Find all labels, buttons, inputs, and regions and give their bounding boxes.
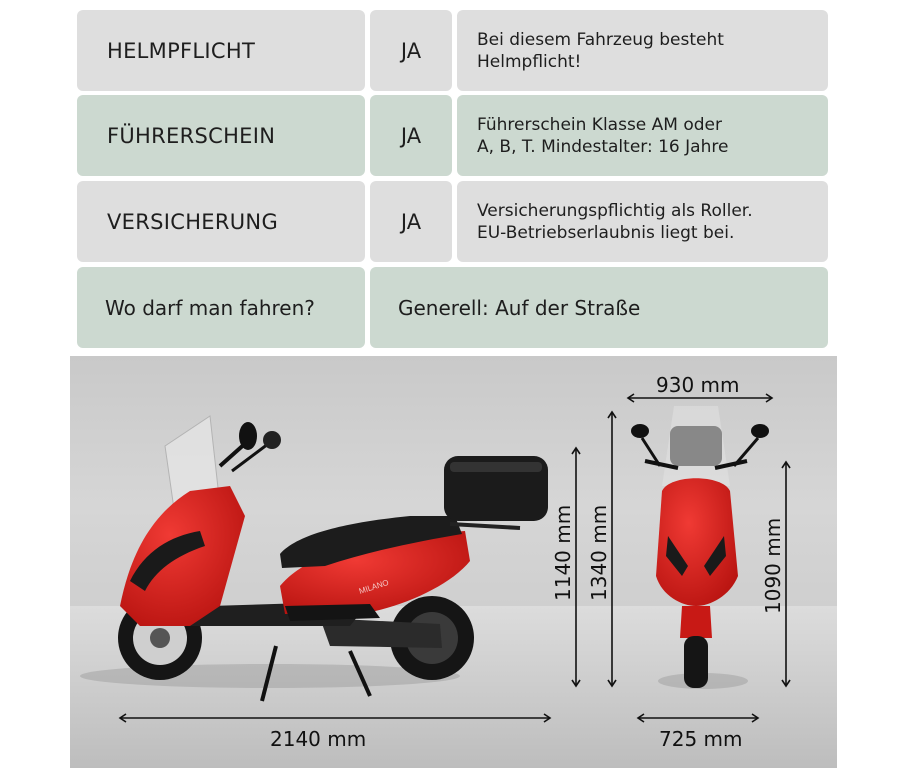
dim-width-bottom: 725 mm (659, 727, 743, 751)
brand-logo: MILANO (357, 577, 390, 596)
wo-fahren-label: Wo darf man fahren? (77, 267, 365, 348)
versicherung-value: JA (370, 181, 452, 262)
helmpflicht-desc-line-2: Helmpflicht! (477, 51, 582, 72)
fuehrerschein-desc-line-2: A, B, T. Mindestalter: 16 Jahre (477, 136, 729, 157)
versicherung-label: VERSICHERUNG (77, 181, 365, 262)
helmpflicht-label: HELMPFLICHT (77, 10, 365, 91)
wo-fahren-answer: Generell: Auf der Straße (370, 267, 828, 348)
fuehrerschein-value: JA (370, 95, 452, 176)
dim-height-front: 1090 mm (761, 517, 785, 614)
fuehrerschein-description (457, 95, 828, 176)
versicherung-description (457, 181, 828, 262)
helmpflicht-desc-line-1: Bei diesem Fahrzeug besteht (477, 29, 724, 50)
helmpflicht-description (457, 10, 828, 91)
dim-height-box: 1140 mm (551, 504, 575, 601)
dim-length: 2140 mm (270, 727, 367, 751)
dim-height-total: 1340 mm (587, 504, 611, 601)
versicherung-desc-line-2: EU-Betriebserlaubnis liegt bei. (477, 222, 735, 243)
scooter-photo (70, 356, 837, 768)
dim-width-top: 930 mm (656, 373, 740, 397)
fuehrerschein-desc-line-1: Führerschein Klasse AM oder (477, 114, 723, 135)
helmpflicht-value: JA (370, 10, 452, 91)
fuehrerschein-label: FÜHRERSCHEIN (77, 95, 365, 176)
versicherung-desc-line-1: Versicherungspflichtig als Roller. (477, 200, 753, 221)
